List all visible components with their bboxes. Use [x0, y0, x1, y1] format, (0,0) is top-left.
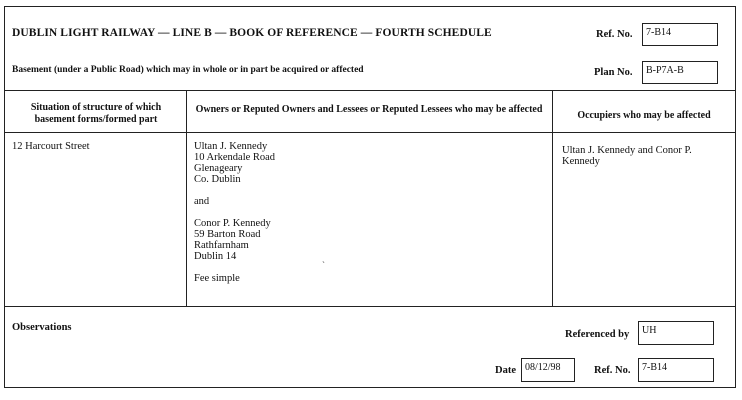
ref-no-field[interactable]: 7-B14 [642, 23, 718, 46]
column-header-owners: Owners or Reputed Owners and Lessees or Reputed Lessees who may be affected [195, 104, 543, 115]
owners-conjunction: and [194, 196, 210, 207]
plan-no-field[interactable]: B-P7A-B [642, 61, 718, 84]
tenure: Fee simple [194, 273, 240, 284]
owner1-name: Ultan J. Kennedy [194, 141, 268, 152]
column-divider-1 [186, 90, 187, 306]
column-divider-2 [552, 90, 553, 306]
header-divider [4, 90, 736, 91]
owner2-address-1: 59 Barton Road [194, 229, 261, 240]
document-title: DUBLIN LIGHT RAILWAY — LINE B — BOOK OF REFERENCE — FOURTH SCHEDULE [12, 27, 492, 39]
owner1-address-2: Glenageary [194, 163, 243, 174]
ref-no-label: Ref. No. [596, 29, 633, 40]
document-subtitle: Basement (under a Public Road) which may in whole or in part be acquired or affected [12, 65, 364, 75]
footer-ref-no-field[interactable]: 7-B14 [638, 358, 714, 382]
footer-ref-no-label: Ref. No. [594, 365, 631, 376]
owners-cell [194, 141, 275, 284]
body-divider [4, 306, 736, 307]
owner2-address-2: Rathfarnham [194, 240, 249, 251]
column-header-divider [4, 132, 736, 133]
occupiers-cell: Ultan J. Kennedy and Conor P. Kennedy [562, 145, 692, 167]
situation-cell: 12 Harcourt Street [12, 141, 90, 152]
owner1-address-1: 10 Arkendale Road [194, 152, 276, 163]
date-field[interactable]: 08/12/98 [521, 358, 575, 382]
date-label: Date [495, 365, 516, 376]
owner2-address-3: Dublin 14 [194, 251, 237, 262]
plan-no-label: Plan No. [594, 67, 633, 78]
owner2-name: Conor P. Kennedy [194, 218, 271, 229]
observations-label: Observations [12, 322, 72, 333]
column-header-occupiers: Occupiers who may be affected [577, 110, 711, 121]
referenced-by-label: Referenced by [565, 329, 630, 340]
owner1-address-3: Co. Dublin [194, 174, 241, 185]
referenced-by-field[interactable]: UH [638, 321, 714, 345]
scan-speck: ˎ [322, 253, 325, 263]
column-header-situation: Situation of structure of which basement forms/formed part [30, 102, 162, 125]
